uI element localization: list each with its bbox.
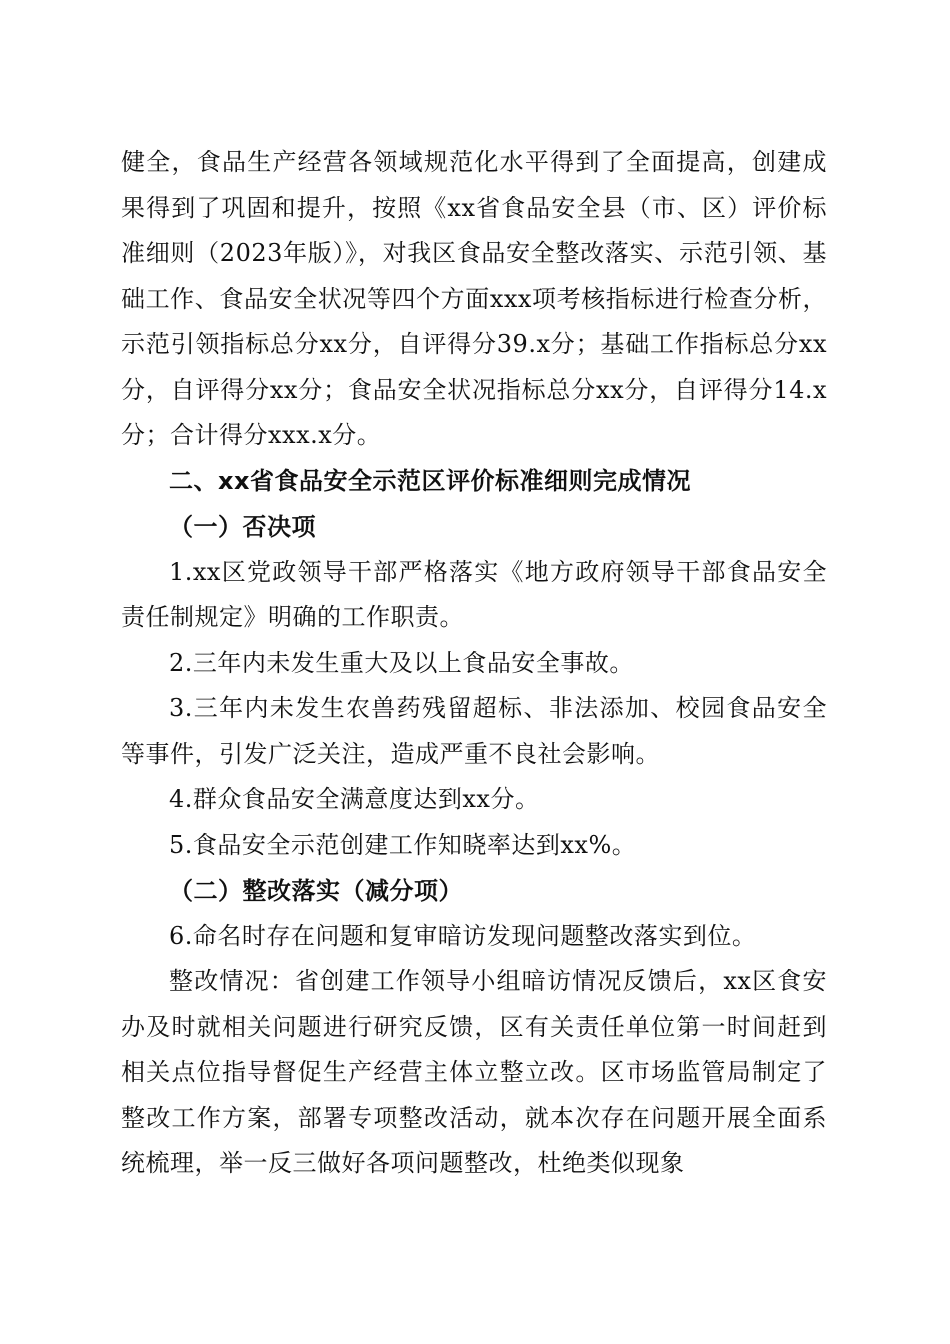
list-item-6: 6.命名时存在问题和复审暗访发现问题整改落实到位。	[169, 921, 757, 950]
list-item-5: 5.食品安全示范创建工作知晓率达到xx%。	[169, 830, 637, 859]
document-body	[121, 140, 827, 1187]
list-item-2: 2.三年内未发生重大及以上食品安全事故。	[169, 648, 634, 677]
subsection-heading-rectification: （二）整改落实（减分项）	[169, 876, 463, 905]
rectification-paragraph: 整改情况：省创建工作领导小组暗访情况反馈后，xx区食安办及时就相关问题进行研究反馈，区有关责任单位第一时间赶到相关点位指导督促生产经营主体立整立改。区市场监管局制定了整改工作方案，部署专项整改活动，就本次存在问题开展全面系统梳理，举一反三做好各项问题整改，杜绝类似现象	[121, 967, 827, 1177]
section-heading: 二、xx省食品安全示范区评价标准细则完成情况	[169, 466, 691, 495]
intro-paragraph: 健全，食品生产经营各领域规范化水平得到了全面提高，创建成果得到了巩固和提升，按照《xx省食品安全县（市、区）评价标准细则（2023年版）》，对我区食品安全整改落实、示范引领、基础工作、食品安全状况等四个方面xxx项考核指标进行检查分析，示范引领指标总分xx分，自评得分39.x分；基础工作指标总分xx分，自评得分xx分；食品安全状况指标总分xx分，自评得分14.x分；合计得分xxx.x分。	[121, 148, 827, 449]
subsection-heading-veto: （一）否决项	[169, 512, 316, 541]
list-item-3: 3.三年内未发生农兽药残留超标、非法添加、校园食品安全等事件，引发广泛关注，造成严重不良社会影响。	[121, 694, 827, 768]
list-item-4: 4.群众食品安全满意度达到xx分。	[169, 785, 540, 813]
list-item-1: 1.xx区党政领导干部严格落实《地方政府领导干部食品安全责任制规定》明确的工作职责。	[121, 557, 827, 631]
